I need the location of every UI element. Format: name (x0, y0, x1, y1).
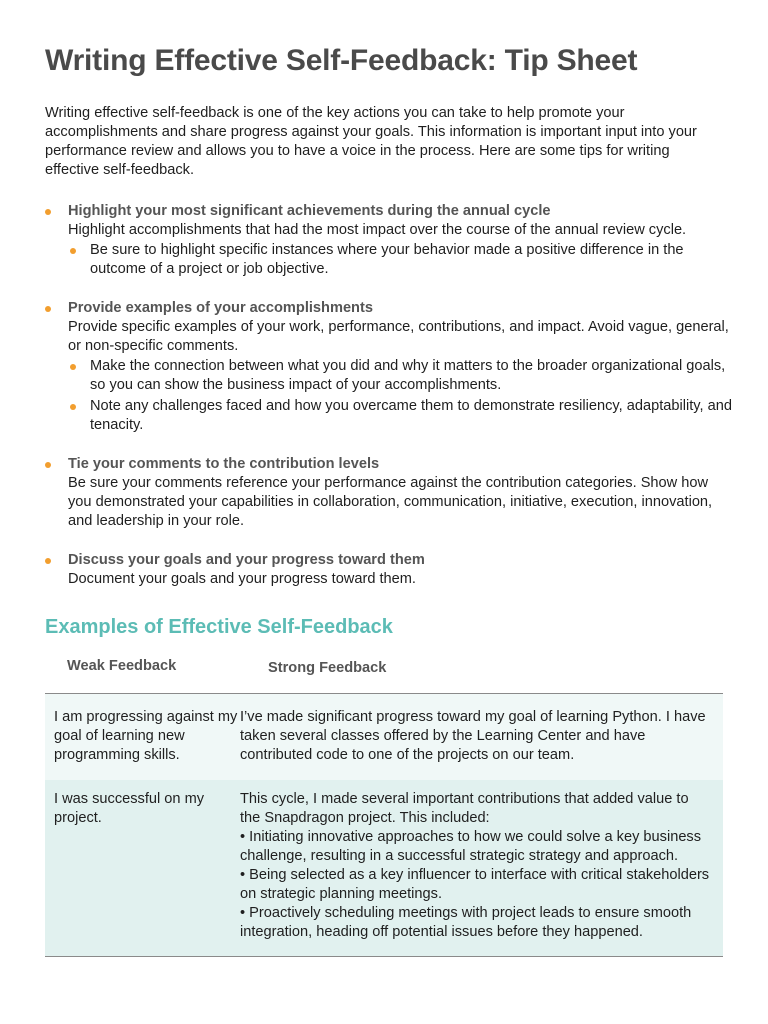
intro-paragraph: Writing effective self-feedback is one of the key actions you can take to help promote your accomplishments and share progress against your goals. This information is important input into your performance review and allows you to have a voice in the process. Here are some tips for writing effective self-feedback. (45, 105, 697, 178)
tip-title: Provide examples of your accomplishments (68, 300, 373, 316)
strong-feedback-point: • Proactively scheduling meetings with project leads to ensure smooth integration, heading off potential issues before they happened. (240, 905, 692, 940)
bullet-icon (70, 248, 76, 254)
bullet-icon (70, 404, 76, 410)
strong-feedback-cell (240, 790, 710, 942)
tip-item (45, 455, 735, 531)
bullet-icon (45, 462, 51, 468)
tip-item (45, 551, 735, 589)
tip-title: Highlight your most significant achievements during the annual cycle (68, 203, 551, 219)
bullet-icon (45, 558, 51, 564)
tip-title: Tie your comments to the contribution levels (68, 456, 380, 472)
tip-body: Highlight accomplishments that had the most impact over the course of the annual review cycle. (68, 222, 687, 238)
table-row (45, 780, 723, 956)
tip-subpoints (68, 357, 735, 435)
examples-table (45, 693, 723, 957)
tip-subpoints (68, 241, 735, 279)
tip-subpoint: Note any challenges faced and how you overcame them to demonstrate resiliency, adaptability, and tenacity. (68, 397, 735, 435)
bullet-icon (70, 364, 76, 370)
examples-heading: Examples of Effective Self-Feedback (45, 616, 393, 638)
tip-subpoint: Be sure to highlight specific instances where your behavior made a positive difference in the outcome of a project or job objective. (68, 241, 735, 279)
weak-feedback-cell: I am progressing against my goal of learning new programming skills. (54, 709, 238, 763)
tips-list (45, 202, 735, 589)
tip-body: Provide specific examples of your work, performance, contributions, and impact. Avoid vague, general, or non-specific comments. (68, 319, 729, 354)
weak-feedback-cell: I was successful on my project. (54, 791, 205, 826)
tip-item (45, 299, 735, 435)
strong-feedback-point: • Initiating innovative approaches to how we could solve a key business challenge, resulting in a successful strategic strategy and approach. (240, 829, 702, 864)
table-row (45, 694, 723, 780)
tip-body: Document your goals and your progress toward them. (68, 571, 416, 587)
tip-item (45, 202, 735, 279)
bullet-icon (45, 209, 51, 215)
column-header-strong: Strong Feedback (268, 660, 387, 676)
tip-subpoint: Make the connection between what you did and why it matters to the broader organizational goals, so you can show the business impact of your accomplishments. (68, 357, 735, 395)
strong-feedback-intro: This cycle, I made several important contributions that added value to the Snapdragon project. This included: (240, 791, 689, 826)
strong-feedback-point: • Being selected as a key influencer to interface with critical stakeholders on strategic planning meetings. (240, 867, 710, 902)
tip-title: Discuss your goals and your progress toward them (68, 552, 425, 568)
bullet-icon (45, 306, 51, 312)
tip-body: Be sure your comments reference your performance against the contribution categories. Show how you demonstrated your capabilities in collaboration, communication, initiative, execution, innovation, and leadership in your role. (68, 475, 713, 529)
strong-feedback-cell: I’ve made significant progress toward my goal of learning Python. I have taken several classes offered by the Learning Center and have contributed code to one of the projects on our team. (240, 709, 706, 763)
column-header-weak: Weak Feedback (67, 658, 177, 674)
page-title: Writing Effective Self-Feedback: Tip Sheet (45, 44, 638, 77)
